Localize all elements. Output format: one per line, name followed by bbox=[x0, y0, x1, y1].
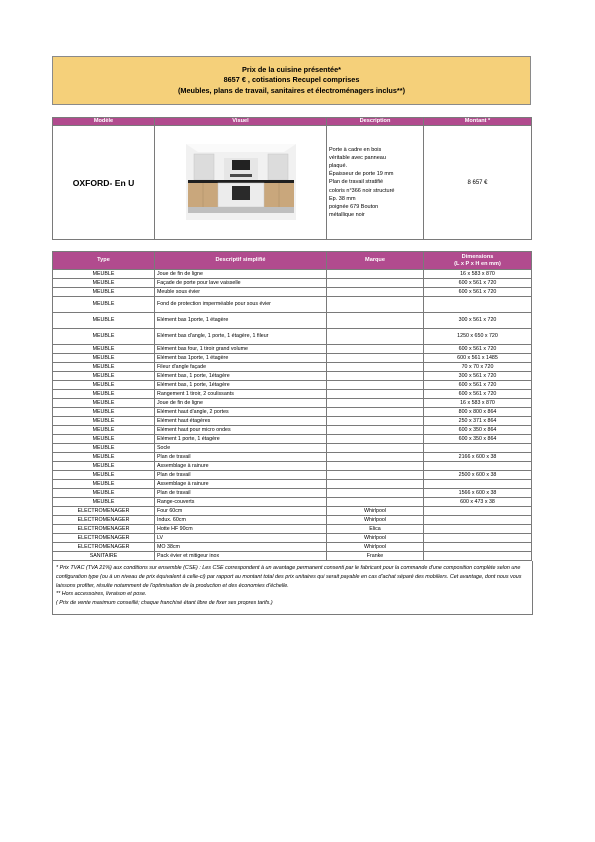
table-row bbox=[53, 498, 532, 507]
item-dimensions bbox=[424, 507, 532, 516]
item-type: SANITAIRE bbox=[53, 552, 155, 561]
item-brand bbox=[327, 279, 424, 288]
item-type: ELECTROMENAGER bbox=[53, 543, 155, 552]
table-row bbox=[53, 297, 532, 313]
item-brand bbox=[327, 372, 424, 381]
table-row bbox=[53, 480, 532, 489]
item-dimensions bbox=[424, 552, 532, 561]
table-row bbox=[53, 507, 532, 516]
item-dimensions: 800 x 800 x 864 bbox=[424, 408, 532, 417]
item-description: Assemblage à rainure bbox=[155, 462, 327, 471]
item-type: MEUBLE bbox=[53, 288, 155, 297]
item-description: Elément 1 porte, 1 étagère bbox=[155, 435, 327, 444]
header-description: Description bbox=[327, 118, 424, 126]
item-brand bbox=[327, 363, 424, 372]
item-brand bbox=[327, 480, 424, 489]
items-table bbox=[52, 251, 532, 561]
item-description: Joue de fin de ligne bbox=[155, 399, 327, 408]
item-type: MEUBLE bbox=[53, 399, 155, 408]
table-row bbox=[53, 471, 532, 480]
table-row bbox=[53, 489, 532, 498]
item-brand: Franke bbox=[327, 552, 424, 561]
table-row bbox=[53, 435, 532, 444]
model-amount: 8 657 € bbox=[424, 126, 532, 240]
item-dimensions: 1566 x 600 x 38 bbox=[424, 489, 532, 498]
item-type: MEUBLE bbox=[53, 390, 155, 399]
item-brand bbox=[327, 435, 424, 444]
item-description: Indux. 60cm bbox=[155, 516, 327, 525]
item-dimensions: 600 x 350 x 864 bbox=[424, 435, 532, 444]
item-type: MEUBLE bbox=[53, 453, 155, 462]
item-description: Elément haut pour micro ondes bbox=[155, 426, 327, 435]
item-dimensions: 2500 x 600 x 38 bbox=[424, 471, 532, 480]
table-row bbox=[53, 390, 532, 399]
kitchen-render-image bbox=[180, 140, 302, 226]
table-row bbox=[53, 453, 532, 462]
model-description bbox=[327, 126, 424, 240]
item-type: MEUBLE bbox=[53, 462, 155, 471]
item-type: MEUBLE bbox=[53, 444, 155, 453]
item-brand bbox=[327, 408, 424, 417]
item-dimensions: 250 x 371 x 864 bbox=[424, 417, 532, 426]
table-row bbox=[53, 279, 532, 288]
item-dimensions: 600 x 473 x 38 bbox=[424, 498, 532, 507]
price-sheet bbox=[52, 56, 531, 615]
header-desc: Descriptif simplifié bbox=[155, 252, 327, 270]
table-row bbox=[53, 399, 532, 408]
header-dimensions-label: Dimensions bbox=[461, 254, 494, 260]
price-summary-box bbox=[52, 56, 531, 105]
description-line: Porte à cadre en bois bbox=[329, 147, 382, 154]
description-line: plaqué. bbox=[329, 163, 348, 170]
item-dimensions: 300 x 561 x 720 bbox=[424, 372, 532, 381]
item-dimensions: 600 x 561 x 720 bbox=[424, 345, 532, 354]
description-line: poignée 679 Bouton bbox=[329, 203, 379, 210]
item-description: Fond de protection imperméable pour sous évier bbox=[155, 297, 327, 313]
item-type: MEUBLE bbox=[53, 363, 155, 372]
item-dimensions bbox=[424, 462, 532, 471]
item-brand bbox=[327, 329, 424, 345]
item-type: MEUBLE bbox=[53, 372, 155, 381]
item-dimensions bbox=[424, 534, 532, 543]
description-line: Ep. 38 mm bbox=[329, 195, 356, 202]
items-header-row bbox=[53, 252, 532, 270]
item-description: Range-couverts bbox=[155, 498, 327, 507]
item-description: Meuble sous évier bbox=[155, 288, 327, 297]
description-line: métallique noir bbox=[329, 211, 365, 218]
item-brand bbox=[327, 462, 424, 471]
price-inclusions: (Meubles, plans de travail, sanitaires et électroménagers inclus**) bbox=[177, 85, 406, 95]
item-description: Façade de porte pour lave vaisselle bbox=[155, 279, 327, 288]
item-type: MEUBLE bbox=[53, 279, 155, 288]
item-dimensions: 2166 x 600 x 38 bbox=[424, 453, 532, 462]
header-amount: Montant * bbox=[424, 118, 532, 126]
footnote-exclusions: ** Hors accessoires, livraison et pose. bbox=[56, 591, 147, 598]
price-title: Prix de la cuisine présentée* bbox=[242, 64, 341, 74]
item-description: Assemblage à rainure bbox=[155, 480, 327, 489]
item-dimensions: 600 x 561 x 720 bbox=[424, 288, 532, 297]
table-row bbox=[53, 444, 532, 453]
model-summary-table bbox=[52, 117, 532, 240]
header-dimensions bbox=[424, 252, 532, 270]
item-brand bbox=[327, 390, 424, 399]
item-type: MEUBLE bbox=[53, 435, 155, 444]
header-brand: Marque bbox=[327, 252, 424, 270]
item-description: Elément bas, 1 porte, 1étagère bbox=[155, 381, 327, 390]
item-description: Elément bas d'angle, 1 porte, 1 étagère, 1 fileur bbox=[155, 329, 327, 345]
table-row bbox=[53, 270, 532, 279]
item-type: MEUBLE bbox=[53, 381, 155, 390]
footnote-price: * Prix TVAC (TVA 21%) aux conditions sur ensemble (CSE) : Les CSE correspondent à un avantage permanent consenti par le fabricant pour la commande d'une composition complète selon une configuration type (ou à un niveau de prix équivalent à celle-ci) par rapport au montant total des prix unitaires qui serait payable en cas d'achat séparé des mobiliers. Cet avantage, dont nous vous laissons profiter, résulte notamment de l'optimisation de la production et des économies d'échelle. bbox=[56, 565, 522, 589]
item-brand: Whirlpool bbox=[327, 543, 424, 552]
item-dimensions: 600 x 350 x 864 bbox=[424, 426, 532, 435]
table-row bbox=[53, 354, 532, 363]
table-row bbox=[53, 543, 532, 552]
item-dimensions: 1250 x 650 x 720 bbox=[424, 329, 532, 345]
item-dimensions: 600 x 561 x 1485 bbox=[424, 354, 532, 363]
table-row bbox=[53, 381, 532, 390]
summary-row bbox=[53, 126, 532, 240]
item-brand bbox=[327, 313, 424, 329]
item-description: Elément bas, 1 porte, 1étagère bbox=[155, 372, 327, 381]
item-type: ELECTROMENAGER bbox=[53, 534, 155, 543]
items-body bbox=[53, 270, 532, 561]
item-brand bbox=[327, 381, 424, 390]
table-row bbox=[53, 313, 532, 329]
header-type: Type bbox=[53, 252, 155, 270]
item-description: Elément bas 1porte, 1 étagère bbox=[155, 354, 327, 363]
header-model: Modèle bbox=[53, 118, 155, 126]
item-dimensions bbox=[424, 444, 532, 453]
item-brand bbox=[327, 288, 424, 297]
item-dimensions: 600 x 561 x 720 bbox=[424, 390, 532, 399]
item-description: Four 60cm bbox=[155, 507, 327, 516]
item-description: Plan de travail bbox=[155, 489, 327, 498]
table-row bbox=[53, 417, 532, 426]
table-row bbox=[53, 552, 532, 561]
item-description: MO 38cm bbox=[155, 543, 327, 552]
item-dimensions: 600 x 561 x 720 bbox=[424, 279, 532, 288]
header-dimensions-unit: (L x P x H en mm) bbox=[454, 260, 501, 267]
price-amount: 8657 € , cotisations Recupel comprises bbox=[223, 75, 360, 85]
item-description: Elément haut d'angle, 2 portes bbox=[155, 408, 327, 417]
model-name: OXFORD- En U bbox=[53, 126, 155, 240]
item-dimensions: 300 x 561 x 720 bbox=[424, 313, 532, 329]
item-brand bbox=[327, 417, 424, 426]
table-row bbox=[53, 408, 532, 417]
table-row bbox=[53, 516, 532, 525]
item-description: Fileur d'angle façade bbox=[155, 363, 327, 372]
item-type: MEUBLE bbox=[53, 270, 155, 279]
item-type: MEUBLE bbox=[53, 345, 155, 354]
item-dimensions: 16 x 583 x 870 bbox=[424, 270, 532, 279]
item-type: ELECTROMENAGER bbox=[53, 507, 155, 516]
item-description: Hotte HF 90cm bbox=[155, 525, 327, 534]
item-description: Pack évier et mitigeur inox bbox=[155, 552, 327, 561]
item-dimensions bbox=[424, 516, 532, 525]
item-description: Rangement 1 tiroir, 2 coulissants bbox=[155, 390, 327, 399]
item-brand: Whirlpool bbox=[327, 534, 424, 543]
item-brand bbox=[327, 498, 424, 507]
item-description: Plan de travail bbox=[155, 471, 327, 480]
item-brand bbox=[327, 453, 424, 462]
item-type: MEUBLE bbox=[53, 313, 155, 329]
item-brand bbox=[327, 444, 424, 453]
kitchen-visual bbox=[155, 126, 327, 240]
item-type: ELECTROMENAGER bbox=[53, 516, 155, 525]
item-type: MEUBLE bbox=[53, 417, 155, 426]
item-brand bbox=[327, 297, 424, 313]
item-brand bbox=[327, 489, 424, 498]
table-row bbox=[53, 363, 532, 372]
item-brand: Whirlpool bbox=[327, 516, 424, 525]
table-row bbox=[53, 372, 532, 381]
item-description: Socle bbox=[155, 444, 327, 453]
footnote-max-price: ( Prix de vente maximum conseillé; chaque franchisé étant libre de fixer ses propres tarifs.) bbox=[56, 600, 273, 607]
description-line: coloris n°366 noir structuré bbox=[329, 187, 395, 194]
item-dimensions: 70 x 70 x 720 bbox=[424, 363, 532, 372]
table-row bbox=[53, 288, 532, 297]
table-row bbox=[53, 426, 532, 435]
item-description: Joue de fin de ligne bbox=[155, 270, 327, 279]
item-description: Elément bas four, 1 tiroir grand volume bbox=[155, 345, 327, 354]
item-brand bbox=[327, 354, 424, 363]
item-type: MEUBLE bbox=[53, 426, 155, 435]
item-dimensions bbox=[424, 480, 532, 489]
item-type: MEUBLE bbox=[53, 354, 155, 363]
item-description: Elément bas 1porte, 1 étagère bbox=[155, 313, 327, 329]
item-description: LV bbox=[155, 534, 327, 543]
table-row bbox=[53, 329, 532, 345]
description-line: véritable avec panneau bbox=[329, 155, 386, 162]
footnotes bbox=[52, 561, 533, 615]
item-brand bbox=[327, 270, 424, 279]
item-brand: Whirlpool bbox=[327, 507, 424, 516]
item-type: ELECTROMENAGER bbox=[53, 525, 155, 534]
item-type: MEUBLE bbox=[53, 480, 155, 489]
item-brand bbox=[327, 399, 424, 408]
table-row bbox=[53, 525, 532, 534]
item-description: Elément haut étagères bbox=[155, 417, 327, 426]
item-dimensions bbox=[424, 543, 532, 552]
item-type: MEUBLE bbox=[53, 489, 155, 498]
item-type: MEUBLE bbox=[53, 329, 155, 345]
item-brand bbox=[327, 471, 424, 480]
item-brand bbox=[327, 426, 424, 435]
description-line: Plan de travail stratifié bbox=[329, 179, 384, 186]
item-dimensions: 600 x 561 x 720 bbox=[424, 381, 532, 390]
item-description: Plan de travail bbox=[155, 453, 327, 462]
item-type: MEUBLE bbox=[53, 408, 155, 417]
table-row bbox=[53, 345, 532, 354]
item-dimensions bbox=[424, 297, 532, 313]
item-brand bbox=[327, 345, 424, 354]
table-row bbox=[53, 534, 532, 543]
item-type: MEUBLE bbox=[53, 297, 155, 313]
item-brand: Elica bbox=[327, 525, 424, 534]
item-dimensions: 16 x 583 x 870 bbox=[424, 399, 532, 408]
header-visual: Visuel bbox=[155, 118, 327, 126]
item-type: MEUBLE bbox=[53, 471, 155, 480]
item-type: MEUBLE bbox=[53, 498, 155, 507]
table-row bbox=[53, 462, 532, 471]
item-dimensions bbox=[424, 525, 532, 534]
summary-header-row bbox=[53, 118, 532, 126]
description-line: Épaisseur de porte 19 mm bbox=[329, 171, 394, 178]
